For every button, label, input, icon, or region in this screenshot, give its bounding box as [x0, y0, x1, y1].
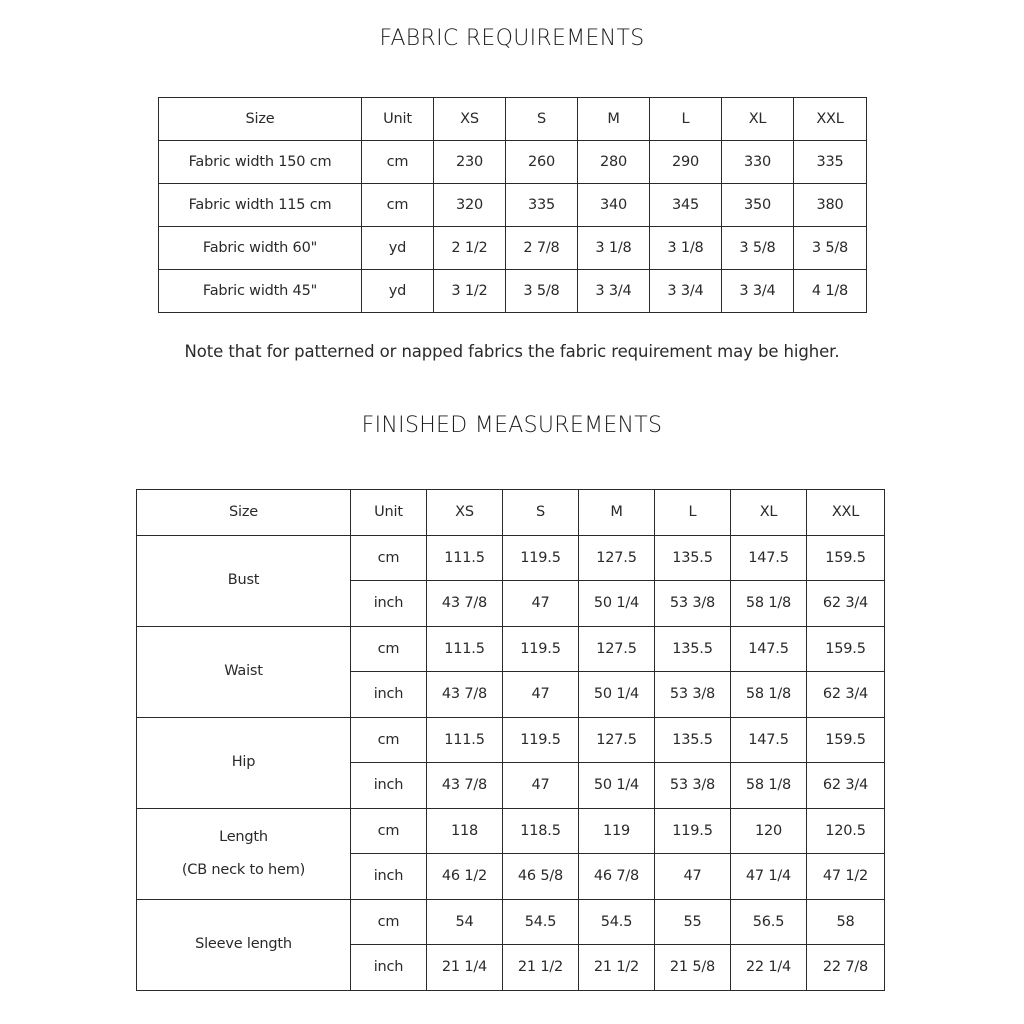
measurement-name: Bust	[227, 572, 260, 589]
table-cell: 380	[794, 184, 867, 227]
unit-cell: inch	[351, 672, 427, 718]
unit-cell: inch	[351, 945, 427, 991]
table-cell: 3 3/4	[722, 270, 794, 313]
table-cell: 47	[503, 763, 579, 809]
header-cell: XS	[427, 490, 503, 536]
table-cell: 47 1/2	[807, 854, 885, 900]
table-cell: 4 1/8	[794, 270, 867, 313]
table-cell: 335	[506, 184, 578, 227]
header-cell: XL	[722, 98, 794, 141]
fabric-requirements-table	[158, 97, 867, 313]
table-cell: 127.5	[579, 626, 655, 672]
table-cell: 230	[434, 141, 506, 184]
table-cell: 43 7/8	[427, 763, 503, 809]
table-cell: 53 3/8	[655, 581, 731, 627]
table-row	[159, 184, 867, 227]
table-cell: 62 3/4	[807, 581, 885, 627]
table-cell: 119.5	[503, 535, 579, 581]
unit-cell: cm	[351, 626, 427, 672]
row-label: Fabric width 115 cm	[159, 184, 362, 227]
row-label: Fabric width 150 cm	[159, 141, 362, 184]
table-cell: 2 1/2	[434, 227, 506, 270]
table-cell: 135.5	[655, 626, 731, 672]
row-label: Fabric width 45"	[159, 270, 362, 313]
measurement-name: Waist	[224, 663, 263, 680]
table-cell: 2 7/8	[506, 227, 578, 270]
table-cell: 46 1/2	[427, 854, 503, 900]
table-cell: 54	[427, 899, 503, 945]
table-cell: 3 5/8	[506, 270, 578, 313]
table-cell: 118	[427, 808, 503, 854]
table-row	[137, 808, 885, 854]
measurement-name: Sleeve length	[195, 936, 292, 953]
table-cell: 3 3/4	[650, 270, 722, 313]
header-row	[137, 490, 885, 536]
table-cell: 119.5	[503, 626, 579, 672]
table-cell: yd	[362, 270, 434, 313]
table-cell: 135.5	[655, 717, 731, 763]
measurement-label	[137, 717, 351, 808]
table-cell: 50 1/4	[579, 763, 655, 809]
table-cell: 111.5	[427, 626, 503, 672]
table-row	[159, 141, 867, 184]
table-cell: 58 1/8	[731, 672, 807, 718]
table-cell: 3 5/8	[794, 227, 867, 270]
table-cell: 54.5	[579, 899, 655, 945]
table-cell: 58	[807, 899, 885, 945]
header-cell: XXL	[794, 98, 867, 141]
row-label: Fabric width 60"	[159, 227, 362, 270]
measurement-label	[137, 899, 351, 990]
table-row	[137, 535, 885, 581]
header-cell: XS	[434, 98, 506, 141]
table-cell: 54.5	[503, 899, 579, 945]
measurement-name: Length	[219, 828, 268, 845]
table-cell: 330	[722, 141, 794, 184]
table-cell: 3 1/8	[578, 227, 650, 270]
header-cell: S	[503, 490, 579, 536]
table-cell: 62 3/4	[807, 672, 885, 718]
finished-measurements-table	[136, 489, 885, 991]
table-row	[137, 717, 885, 763]
header-cell: L	[655, 490, 731, 536]
table-cell: 53 3/8	[655, 672, 731, 718]
table-cell: 53 3/8	[655, 763, 731, 809]
table-cell: 58 1/8	[731, 581, 807, 627]
table-cell: 111.5	[427, 717, 503, 763]
table-cell: 3 3/4	[578, 270, 650, 313]
table-row	[159, 227, 867, 270]
measurement-note: (CB neck to hem)	[181, 861, 306, 878]
table-cell: 21 1/2	[503, 945, 579, 991]
table-cell: 43 7/8	[427, 581, 503, 627]
table-row	[137, 899, 885, 945]
table-cell: 50 1/4	[579, 581, 655, 627]
table-cell: yd	[362, 227, 434, 270]
header-cell: M	[579, 490, 655, 536]
table-cell: 47 1/4	[731, 854, 807, 900]
table-cell: 47	[655, 854, 731, 900]
table-cell: 58 1/8	[731, 763, 807, 809]
table-cell: 43 7/8	[427, 672, 503, 718]
table-cell: 21 5/8	[655, 945, 731, 991]
table-cell: 3 1/8	[650, 227, 722, 270]
header-cell: XXL	[807, 490, 885, 536]
unit-cell: inch	[351, 581, 427, 627]
table-cell: 55	[655, 899, 731, 945]
measurement-name: Hip	[231, 754, 256, 771]
table-cell: 135.5	[655, 535, 731, 581]
table-cell: 120	[731, 808, 807, 854]
measurement-label	[137, 626, 351, 717]
table-cell: 147.5	[731, 535, 807, 581]
table-cell: 159.5	[807, 626, 885, 672]
table-cell: 340	[578, 184, 650, 227]
table-cell: 3 5/8	[722, 227, 794, 270]
unit-cell: cm	[351, 717, 427, 763]
table-cell: cm	[362, 141, 434, 184]
header-cell: XL	[731, 490, 807, 536]
table-cell: 56.5	[731, 899, 807, 945]
table-cell: 119	[579, 808, 655, 854]
unit-cell: cm	[351, 899, 427, 945]
unit-cell: inch	[351, 854, 427, 900]
table-cell: 21 1/2	[579, 945, 655, 991]
table-cell: 119.5	[655, 808, 731, 854]
table-cell: 118.5	[503, 808, 579, 854]
header-cell: Size	[159, 98, 362, 141]
table-cell: 260	[506, 141, 578, 184]
header-cell: Unit	[351, 490, 427, 536]
table-cell: 50 1/4	[579, 672, 655, 718]
measurement-label	[137, 535, 351, 626]
table-cell: 46 5/8	[503, 854, 579, 900]
header-cell: L	[650, 98, 722, 141]
table-row	[137, 626, 885, 672]
unit-cell: cm	[351, 535, 427, 581]
table-cell: 47	[503, 581, 579, 627]
measurement-label	[137, 808, 351, 899]
header-row	[159, 98, 867, 141]
fabric-note: Note that for patterned or napped fabrics the fabric requirement may be higher.	[184, 342, 840, 361]
header-cell: S	[506, 98, 578, 141]
table-cell: 47	[503, 672, 579, 718]
unit-cell: cm	[351, 808, 427, 854]
table-cell: 280	[578, 141, 650, 184]
table-cell: 335	[794, 141, 867, 184]
fabric-requirements-title: FABRIC REQUIREMENTS	[379, 26, 645, 51]
table-cell: 119.5	[503, 717, 579, 763]
table-row	[159, 270, 867, 313]
table-cell: 345	[650, 184, 722, 227]
table-cell: 22 1/4	[731, 945, 807, 991]
table-cell: 120.5	[807, 808, 885, 854]
finished-measurements-title: FINISHED MEASUREMENTS	[361, 413, 663, 438]
header-cell: Unit	[362, 98, 434, 141]
table-cell: 127.5	[579, 717, 655, 763]
table-cell: 22 7/8	[807, 945, 885, 991]
unit-cell: inch	[351, 763, 427, 809]
table-cell: 62 3/4	[807, 763, 885, 809]
table-cell: 290	[650, 141, 722, 184]
table-cell: 46 7/8	[579, 854, 655, 900]
header-cell: M	[578, 98, 650, 141]
table-cell: 147.5	[731, 717, 807, 763]
header-cell: Size	[137, 490, 351, 536]
table-cell: 320	[434, 184, 506, 227]
table-cell: 111.5	[427, 535, 503, 581]
table-cell: 350	[722, 184, 794, 227]
table-cell: 127.5	[579, 535, 655, 581]
table-cell: 159.5	[807, 717, 885, 763]
table-cell: 21 1/4	[427, 945, 503, 991]
table-cell: 3 1/2	[434, 270, 506, 313]
table-cell: 159.5	[807, 535, 885, 581]
table-cell: cm	[362, 184, 434, 227]
table-cell: 147.5	[731, 626, 807, 672]
